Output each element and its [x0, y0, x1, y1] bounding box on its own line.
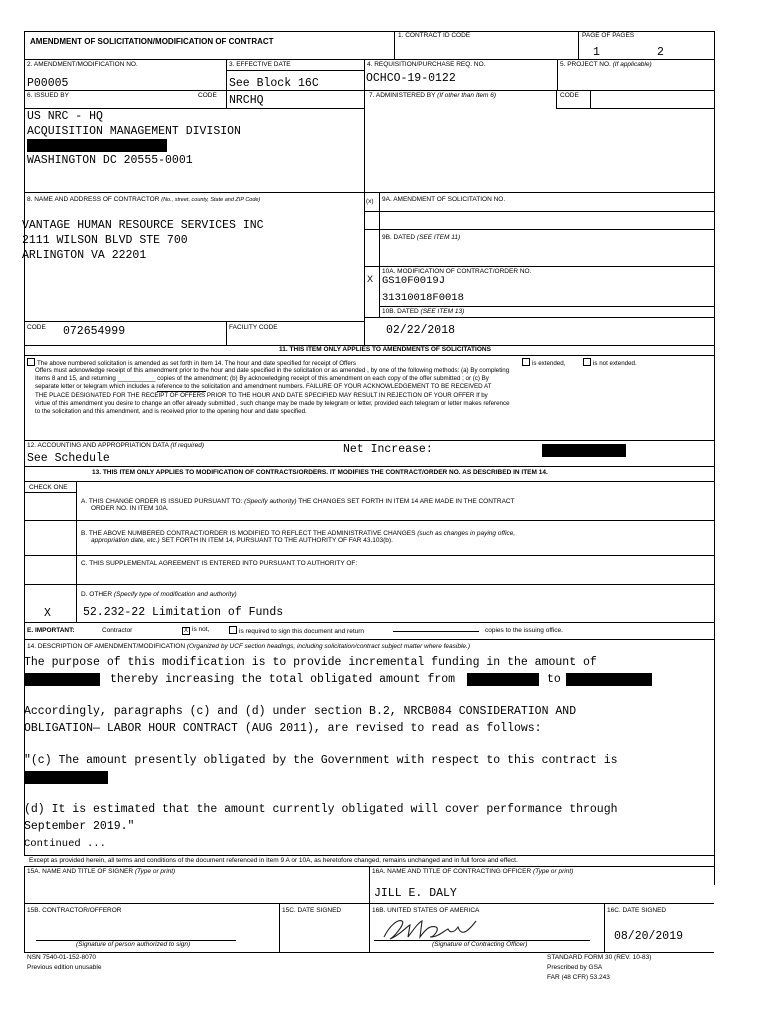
item13-a: A. THIS CHANGE ORDER IS ISSUED PURSUANT TO: (Specify authority) THE CHANGES SET FORTH IN ITEM 14 ARE MADE IN THE CONTRACT [81, 498, 515, 505]
label-16b: 16B. UNITED STATES OF AMERICA [372, 907, 480, 914]
item14-continued: Continued ... [24, 838, 106, 850]
issued-code-value: NRCHQ [229, 94, 264, 107]
footer-gsa: Prescribed by GSA [547, 964, 603, 971]
amend-sol-label: 9A. AMENDMENT OF SOLICITATION NO. [382, 196, 506, 203]
requisition-value: OCHCO-19-0122 [366, 72, 456, 85]
amendment-value: P00005 [27, 77, 69, 90]
item13-a-line2: ORDER NO. IN ITEM 10A. [91, 505, 169, 512]
redaction-block [566, 673, 652, 686]
redaction-block [542, 444, 626, 457]
contract-id-label: 1. CONTRACT ID CODE [398, 32, 471, 39]
page-of-pages-label: PAGE OF PAGES [582, 32, 635, 39]
requisition-label: 4. REQUISITION/PURCHASE REQ. NO. [367, 61, 486, 68]
issued-by-label: 6. ISSUED BY [27, 92, 69, 99]
page-number: 1 [593, 46, 600, 59]
project-label: 5. PROJECT NO. (If applicable) [560, 61, 652, 68]
item14-line4: OBLIGATION— LABOR HOUR CONTRACT (AUG 2011), are revised to read as follows: [24, 722, 542, 735]
handwritten-signature [380, 915, 480, 943]
form-title: AMENDMENT OF SOLICITATION/MODIFICATION OF CONTRACT [30, 37, 274, 46]
label-15c: 15C. DATE SIGNED [282, 907, 342, 914]
check-one-label: CHECK ONE [29, 484, 68, 491]
label-15a: 15A. NAME AND TITLE OF SIGNER (Type or print) [27, 868, 176, 875]
sig-officer-caption: (Signature of Contracting Officer) [432, 941, 528, 948]
item14-line7: September 2019." [24, 820, 135, 833]
important-required: is required to sign this document and return [229, 626, 364, 636]
dated-10b-label: 10B. DATED (SEE ITEM 13) [382, 308, 465, 315]
facility-code-label: FACILITY CODE [229, 324, 278, 331]
footer-nsn: NSN 7540-01-152-8070 [27, 954, 97, 961]
footer-prev: Previous edition unusable [27, 964, 102, 971]
item13-b-line2: appropriation date, etc.) SET FORTH IN ITEM 14, PURSUANT TO THE AUTHORITY OF FAR 43.103(b). [91, 537, 393, 544]
item11-not-extended: is not extended. [583, 358, 637, 368]
item13-c: C. THIS SUPPLEMENTAL AGREEMENT IS ENTERED INTO PURSUANT TO AUTHORITY OF: [81, 560, 358, 567]
dated-10b-value: 02/22/2018 [386, 324, 456, 337]
item14-label: 14. DESCRIPTION OF AMENDMENT/MODIFICATION (Organized by UCF section headings, including solicitation/contract subject matter where feasible.) [27, 643, 471, 650]
officer-name: JILL E. DALY [374, 887, 457, 900]
item14-line6: (d) It is estimated that the amount currently obligated will cover performance through [24, 803, 618, 816]
redaction-block [27, 139, 167, 152]
item13-d: D. OTHER (Specify type of modification and authority) [81, 591, 237, 598]
item11-extended: is extended, [522, 358, 565, 368]
item14-line5: "(c) The amount presently obligated by the Government with respect to this contract is [24, 754, 618, 767]
important-is-not: X is not, [183, 626, 210, 634]
footer-form: STANDARD FORM 30 (REV. 10-83) [547, 954, 652, 961]
administered-code-label: CODE [560, 92, 579, 99]
label-15b: 15B. CONTRACTOR/OFFEROR [27, 907, 122, 914]
redaction-block [467, 673, 539, 686]
effective-value: See Block 16C [229, 77, 319, 90]
redaction-block [24, 771, 108, 784]
mod-x-mark: X [367, 274, 374, 284]
item14-line2b: to [547, 673, 561, 686]
item13-d-value: 52.232-22 Limitation of Funds [83, 606, 284, 619]
item11-line1: The above numbered solicitation is amended as set forth in Item 14. The hour and date specified for receipt of Offers [27, 358, 356, 368]
administered-label: 7. ADMINISTERED BY (If other than Item 6) [369, 92, 497, 99]
except-text: Except as provided herein, all terms and conditions of the document referenced in Item 9 A or 10A, as heretofore changed, remains unchanged and in full force and effect. [29, 857, 518, 864]
effective-label: 3. EFFECTIVE DATE [229, 61, 291, 68]
label-16c: 16C. DATE SIGNED [607, 907, 667, 914]
sig-person-caption: (Signature of person authorized to sign) [76, 941, 191, 948]
page-count: 2 [657, 46, 664, 59]
important-contractor: Contractor [102, 627, 133, 634]
date-signed-value: 08/20/2019 [614, 930, 684, 943]
contractor-label: 8. NAME AND ADDRESS OF CONTRACTOR (No., street, county, State and ZIP Code) [27, 196, 261, 203]
x-label: (x) [366, 198, 374, 205]
important-label: E. IMPORTANT: [27, 627, 75, 634]
item14-line3: Accordingly, paragraphs (c) and (d) under section B.2, NRCB084 CONSIDERATION AND [24, 705, 577, 718]
net-increase-label: Net Increase: [343, 443, 433, 456]
item14-line1: The purpose of this modification is to provide incremental funding in the amount of [24, 656, 597, 669]
item14-line2a: thereby increasing the total obligated amount from [110, 673, 456, 686]
item13-b: B. THE ABOVE NUMBERED CONTRACT/ORDER IS MODIFIED TO REFLECT THE ADMINISTRATIVE CHANGES (such as changes in paying office, [81, 530, 516, 537]
item13-heading: 13. THIS ITEM ONLY APPLIES TO MODIFICATION OF CONTRACTS/ORDERS. IT MODIFIES THE CONTRACT/ORDER NO. AS DESCRIBED IN ITEM 14. [92, 469, 548, 476]
contractor-address: VANTAGE HUMAN RESOURCE SERVICES INC 2111 WILSON BLVD STE 700 ARLINGTON VA 22201 [22, 219, 264, 262]
item11-heading: 11. THIS ITEM ONLY APPLIES TO AMENDMENTS OF SOLICITATIONS [279, 346, 491, 353]
contractor-code-value: 072654999 [63, 325, 126, 338]
footer-far: FAR (48 CFR) 53.243 [547, 974, 610, 981]
mod-value-1: GS10F0019J [382, 275, 446, 287]
mod-label: 10A. MODIFICATION OF CONTRACT/ORDER NO. [382, 268, 532, 275]
redaction-block [24, 673, 100, 686]
item13-d-x: X [44, 607, 51, 620]
item11-text: Offers must acknowledge receipt of this amendment prior to the hour and date specified in the solicitation or as amended , by one of the following methods: (a) By completing Items 8 and 15, and returning ___________ copies of the amendment; (b) By acknowledging receipt of this amendment on each copy of the offer submitted ; or (c) By separate letter or telegram which includes a reference to the solicitation and amendment numbers. FAILURE OF YOUR ACKNOWLEDGEMENT TO BE RECEIVED AT THE PLACE DESIGNATED FOR THE RECEIPT OF OFFERS PRIOR TO THE HOUR AND DATE SPECIFIED MAY RESULT IN REJECTION OF YOUR OFFER If by virtue of this amendment you desire to change an offer already submitted , such change may be made by telegram or letter, provided each telegram or letter makes reference to the solicitation and this amendment, and is received prior to the opening hour and date specified. [35, 367, 510, 416]
dated-9b-label: 9B. DATED (SEE ITEM 11) [382, 234, 461, 241]
issued-code-label: CODE [198, 92, 217, 99]
label-16a: 16A. NAME AND TITLE OF CONTRACTING OFFICER (Type or print) [372, 868, 574, 875]
issuer-address: US NRC - HQ ACQUISITION MANAGEMENT DIVISION WASHINGTON DC 20555-0001 [27, 110, 241, 167]
contractor-code-label: CODE [27, 324, 46, 331]
mod-value-2: 31310018F0018 [382, 292, 464, 304]
item12-value: See Schedule [27, 452, 110, 465]
amendment-label: 2. AMENDMENT/MODIFICATION NO. [27, 61, 138, 68]
important-copies: copies to the issuing office. [485, 627, 563, 634]
item12-label: 12. ACCOUNTING AND APPROPRIATION DATA (If required) [27, 442, 205, 449]
